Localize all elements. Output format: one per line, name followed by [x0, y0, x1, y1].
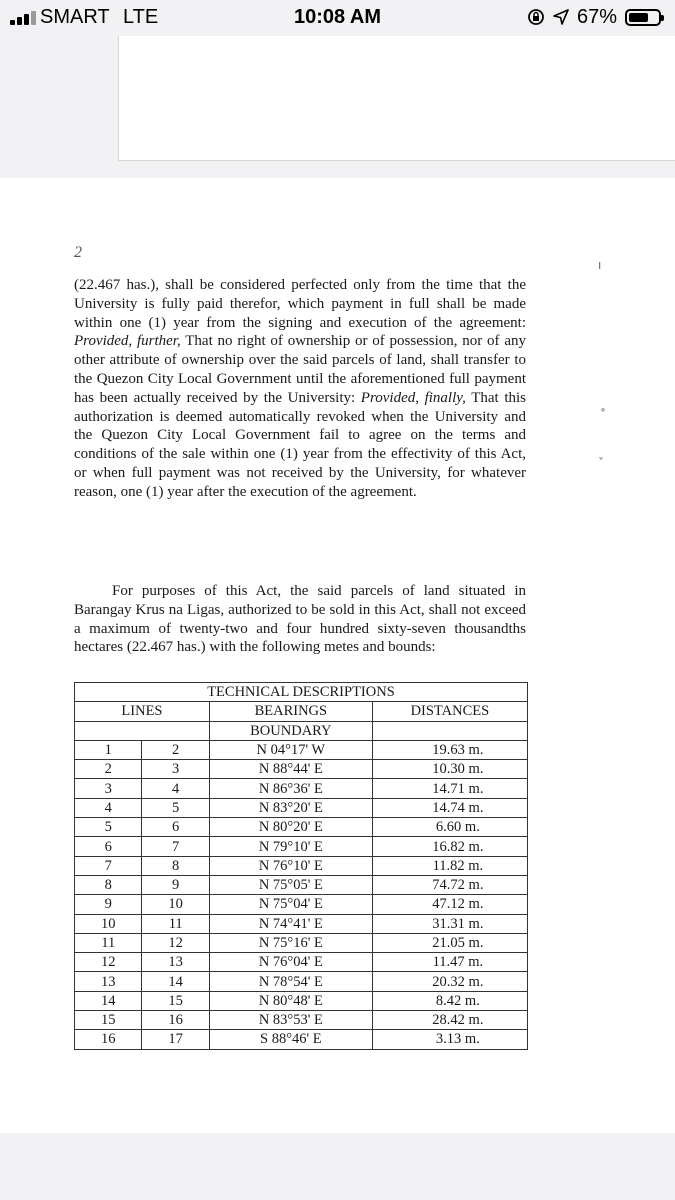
table-row — [75, 1030, 528, 1049]
header-distances: DISTANCES — [372, 702, 527, 721]
paragraph-2: For purposes of this Act, the said parcels of land situated in Barangay Krus na Ligas, authorized to be sold in this Act, shall not exceed a maximum of twenty-two and four hundred sixty-seven thousandths hectares (22.467 has.) with the following metes and bounds: — [74, 583, 526, 656]
distance-cell: 8.42 m. — [372, 991, 527, 1010]
table-row — [75, 875, 528, 894]
line-to-cell: 9 — [142, 875, 209, 894]
distance-cell: 31.31 m. — [372, 914, 527, 933]
line-from-cell: 5 — [75, 818, 142, 837]
distance-cell: 21.05 m. — [372, 933, 527, 952]
status-bar — [0, 0, 675, 36]
bearing-cell: N 83°20' E — [209, 798, 372, 817]
line-to-cell: 5 — [142, 798, 209, 817]
battery-icon — [625, 9, 661, 26]
orientation-lock-icon — [527, 8, 545, 26]
bearing-cell: N 74°41' E — [209, 914, 372, 933]
distance-cell: 3.13 m. — [372, 1030, 527, 1049]
bearing-cell: N 75°16' E — [209, 933, 372, 952]
bearing-cell: N 75°04' E — [209, 895, 372, 914]
line-from-cell: 6 — [75, 837, 142, 856]
distance-cell: 74.72 m. — [372, 875, 527, 894]
distance-cell: 10.30 m. — [372, 760, 527, 779]
table-row — [75, 914, 528, 933]
header-boundary: BOUNDARY — [209, 721, 372, 740]
line-to-cell: 14 — [142, 972, 209, 991]
next-page-gap — [0, 1133, 675, 1200]
scan-mark: ˚ — [600, 408, 606, 422]
table-row — [75, 760, 528, 779]
line-to-cell: 4 — [142, 779, 209, 798]
header-lines: LINES — [75, 702, 210, 721]
distance-cell: 11.82 m. — [372, 856, 527, 875]
header-bearings: BEARINGS — [209, 702, 372, 721]
table-row — [75, 895, 528, 914]
line-from-cell: 8 — [75, 875, 142, 894]
line-to-cell: 8 — [142, 856, 209, 875]
table-row — [75, 933, 528, 952]
distance-cell: 16.82 m. — [372, 837, 527, 856]
line-from-cell: 12 — [75, 953, 142, 972]
previous-page-bottom — [118, 36, 675, 161]
table-row — [75, 798, 528, 817]
line-from-cell: 3 — [75, 779, 142, 798]
table-row — [75, 856, 528, 875]
distance-cell: 6.60 m. — [372, 818, 527, 837]
table-row — [75, 740, 528, 759]
line-to-cell: 16 — [142, 1011, 209, 1030]
table-body — [75, 740, 528, 1049]
bearing-cell: N 79°10' E — [209, 837, 372, 856]
bearing-cell: N 04°17' W — [209, 740, 372, 759]
technical-descriptions-table — [74, 682, 528, 1050]
bearing-cell: N 78°54' E — [209, 972, 372, 991]
bearing-cell: N 80°20' E — [209, 818, 372, 837]
line-to-cell: 17 — [142, 1030, 209, 1049]
line-from-cell: 7 — [75, 856, 142, 875]
line-from-cell: 1 — [75, 740, 142, 759]
line-from-cell: 16 — [75, 1030, 142, 1049]
distance-cell: 11.47 m. — [372, 953, 527, 972]
battery-level — [629, 13, 648, 22]
table-row — [75, 779, 528, 798]
location-arrow-icon — [553, 9, 569, 25]
bearing-cell: N 80°48' E — [209, 991, 372, 1010]
bearing-cell: N 76°10' E — [209, 856, 372, 875]
line-to-cell: 6 — [142, 818, 209, 837]
distance-cell: 20.32 m. — [372, 972, 527, 991]
line-from-cell: 15 — [75, 1011, 142, 1030]
line-to-cell: 3 — [142, 760, 209, 779]
line-to-cell: 7 — [142, 837, 209, 856]
distance-cell: 28.42 m. — [372, 1011, 527, 1030]
table-row — [75, 991, 528, 1010]
scan-mark: ˇ — [598, 456, 604, 470]
line-from-cell: 2 — [75, 760, 142, 779]
line-to-cell: 10 — [142, 895, 209, 914]
line-to-cell: 12 — [142, 933, 209, 952]
document-page[interactable] — [0, 178, 675, 1133]
distance-cell: 14.71 m. — [372, 779, 527, 798]
table-row — [75, 1011, 528, 1030]
line-to-cell: 15 — [142, 991, 209, 1010]
paragraph-1: (22.467 has.), shall be considered perfected only from the time that the University is fully paid therefor, which payment in full shall be made within one (1) year from the signing and execution of the agreement: Provided, further, That no right of ownership or of possession, nor of any other attribute of ownership over the said parcels of land, shall transfer to the Quezon City Local Government until the aforementioned full payment has been actually received by the University: Provided, finally, That this authorization is deemed automatically revoked when the University and the Quezon City Local Government fail to agree on the terms and conditions of the sale within one (1) year from the effectivity of this Act, or when full payment was not received by the University, for whatever reason, one (1) year after the execution of the agreement. — [74, 277, 527, 500]
line-from-cell: 10 — [75, 914, 142, 933]
clock: 10:08 AM — [293, 6, 382, 28]
bearing-cell: S 88°46' E — [209, 1030, 372, 1049]
distance-cell: 47.12 m. — [372, 895, 527, 914]
line-from-cell: 9 — [75, 895, 142, 914]
distance-cell: 19.63 m. — [372, 740, 527, 759]
table-row — [75, 837, 528, 856]
line-from-cell: 14 — [75, 991, 142, 1010]
line-from-cell: 13 — [75, 972, 142, 991]
line-to-cell: 2 — [142, 740, 209, 759]
line-from-cell: 4 — [75, 798, 142, 817]
bearing-cell: N 75°05' E — [209, 875, 372, 894]
network-type: LTE — [123, 6, 159, 28]
carrier-name: SMART — [40, 6, 110, 28]
page-number: 2 — [74, 244, 82, 261]
bearing-cell: N 88°44' E — [209, 760, 372, 779]
bearing-cell: N 83°53' E — [209, 1011, 372, 1030]
battery-percent: 67% — [576, 5, 617, 28]
table-row — [75, 818, 528, 837]
line-from-cell: 11 — [75, 933, 142, 952]
line-to-cell: 11 — [142, 914, 209, 933]
bearing-cell: N 86°36' E — [209, 779, 372, 798]
table-title: TECHNICAL DESCRIPTIONS — [75, 683, 528, 702]
scan-mark: ı — [598, 258, 602, 272]
line-to-cell: 13 — [142, 953, 209, 972]
distance-cell: 14.74 m. — [372, 798, 527, 817]
table-row — [75, 953, 528, 972]
table-row — [75, 972, 528, 991]
bearing-cell: N 76°04' E — [209, 953, 372, 972]
